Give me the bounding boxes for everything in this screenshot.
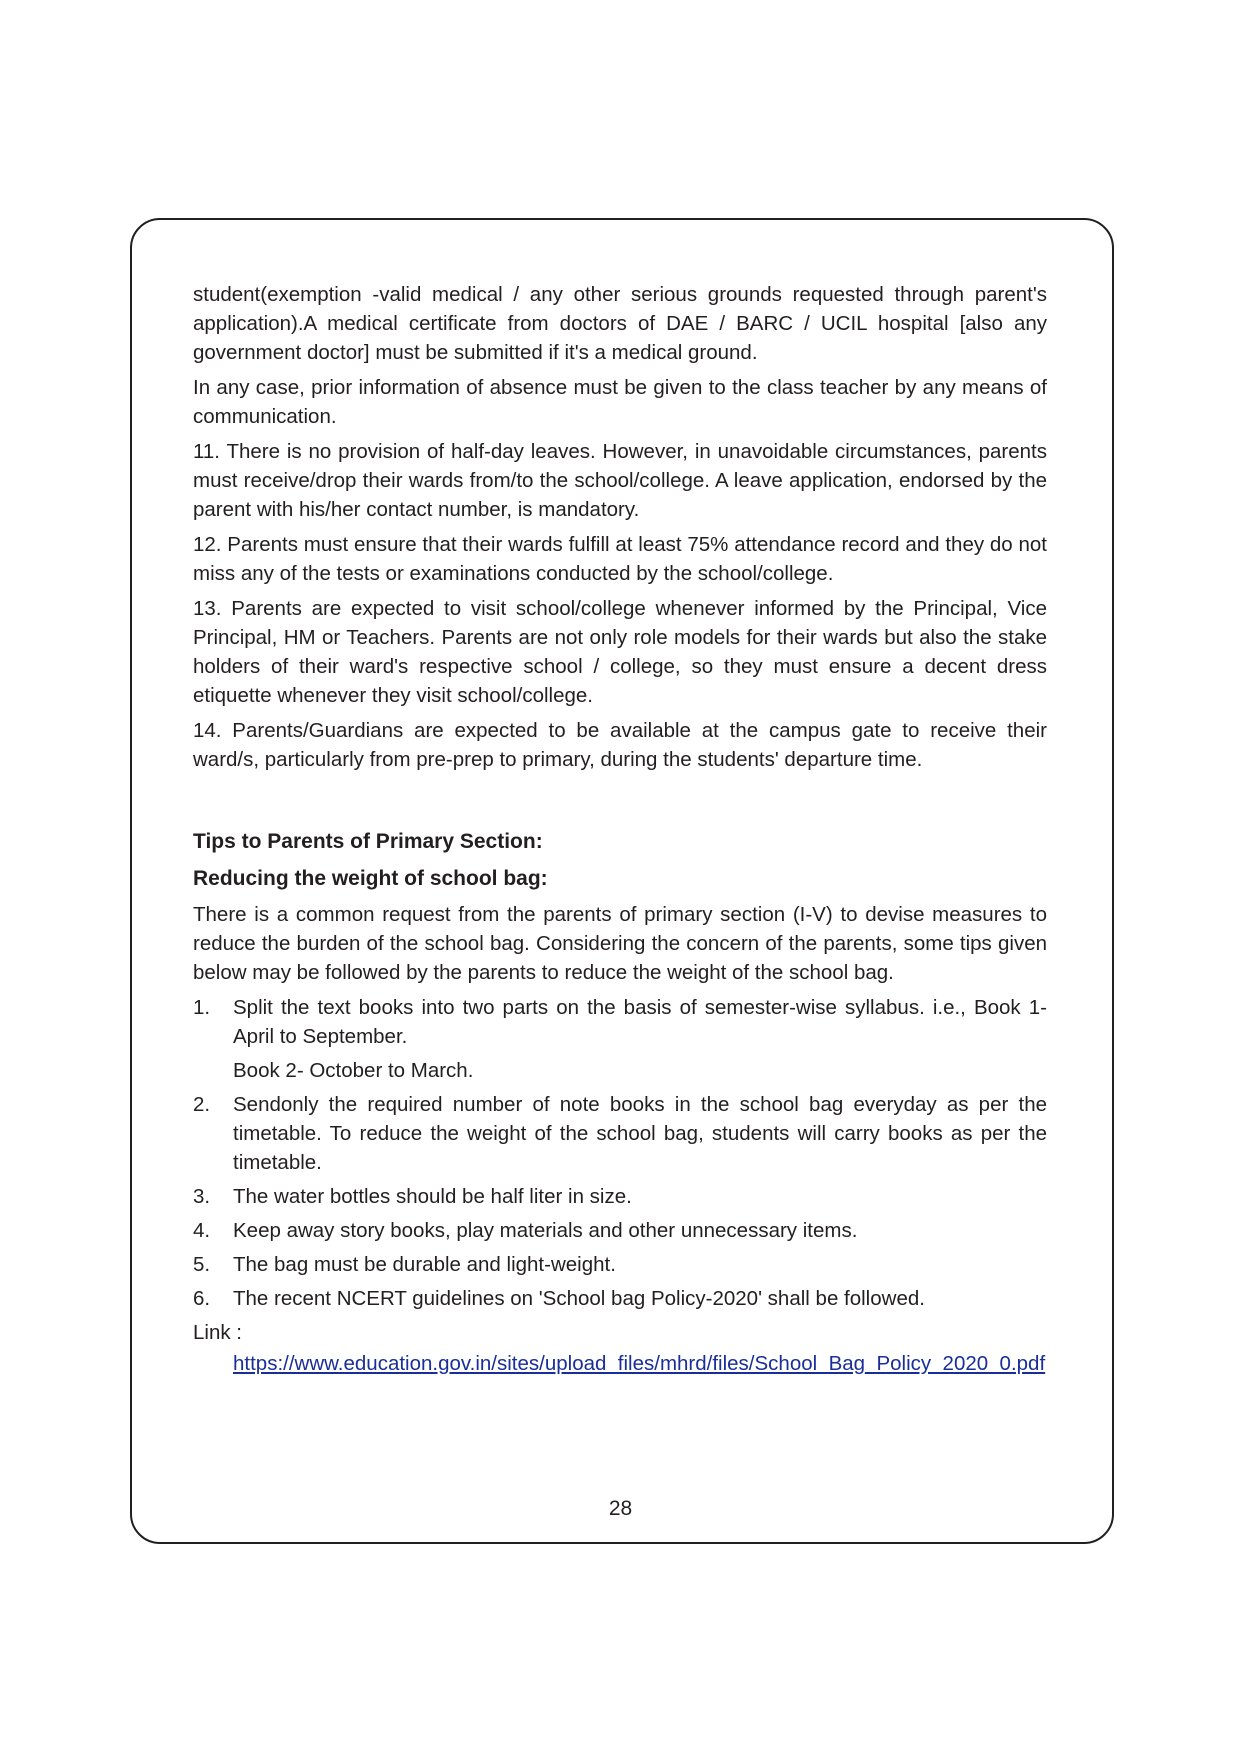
list-item	[193, 993, 1047, 1051]
list-text: The water bottles should be half liter in size.	[233, 1185, 632, 1208]
paragraph-rule-12: 12. Parents must ensure that their wards fulfill at least 75% attendance record and they do not miss any of the tests or examinations conducted by the school/college.	[193, 533, 1047, 585]
section-subheading: Reducing the weight of school bag:	[193, 867, 548, 890]
paragraph-exemption: student(exemption -valid medical / any other serious grounds requested through parent's application).A medical certificate from doctors of DAE / BARC / UCIL hospital [also any government doctor] must be submitted if it's a medical ground.	[193, 283, 1047, 364]
paragraph-prior-information: In any case, prior information of absence must be given to the class teacher by any means of communication.	[193, 376, 1047, 428]
paragraph-rule-13: 13. Parents are expected to visit school/college whenever informed by the Principal, Vice Principal, HM or Teachers. Parents are not only role models for their wards but also the stake holders of their ward's respective school / college, so they must ensure a decent dress etiquette whenever they visit school/college.	[193, 597, 1047, 707]
list-text: The recent NCERT guidelines on 'School bag Policy-2020' shall be followed.	[233, 1287, 925, 1310]
list-number: 5.	[193, 1253, 211, 1276]
section-heading: Tips to Parents of Primary Section:	[193, 830, 543, 853]
paragraph-rule-14: 14. Parents/Guardians are expected to be available at the campus gate to receive their ward/s, particularly from pre-prep to primary, during the students' departure time.	[193, 719, 1047, 771]
list-text: Sendonly the required number of note books in the school bag everyday as per the timetable. To reduce the weight of the school bag, students will carry books as per the timetable.	[233, 1093, 1047, 1174]
list-item-subline: Book 2- October to March.	[233, 1059, 474, 1082]
school-bag-policy-link[interactable]: https://www.education.gov.in/sites/upload_files/mhrd/files/School_Bag_Policy_2020_0.pdf	[233, 1352, 1046, 1375]
list-text: The bag must be durable and light-weight.	[233, 1253, 616, 1276]
list-item	[193, 1182, 1047, 1211]
list-number: 1.	[193, 996, 211, 1019]
list-number: 6.	[193, 1287, 211, 1310]
page-content	[193, 280, 1047, 1378]
list-number: 2.	[193, 1093, 211, 1116]
list-item	[193, 1090, 1047, 1177]
list-text: Split the text books into two parts on the basis of semester-wise syllabus. i.e., Book 1- April to September.	[233, 996, 1047, 1048]
list-item	[193, 1216, 1047, 1245]
section-intro: There is a common request from the parents of primary section (I-V) to devise measures to reduce the burden of the school bag. Considering the concern of the parents, some tips given below may be followed by the parents to reduce the weight of the school bag.	[193, 903, 1047, 984]
list-text: Keep away story books, play materials and other unnecessary items.	[233, 1219, 858, 1242]
paragraph-rule-11: 11. There is no provision of half-day leaves. However, in unavoidable circumstances, parents must receive/drop their wards from/to the school/college. A leave application, endorsed by the parent with his/her contact number, is mandatory.	[193, 440, 1047, 521]
link-label: Link :	[193, 1321, 242, 1344]
list-number: 3.	[193, 1185, 211, 1208]
list-number: 4.	[193, 1219, 211, 1242]
list-item	[193, 1250, 1047, 1279]
list-item	[193, 1284, 1047, 1313]
page-number: 28	[608, 1497, 633, 1520]
